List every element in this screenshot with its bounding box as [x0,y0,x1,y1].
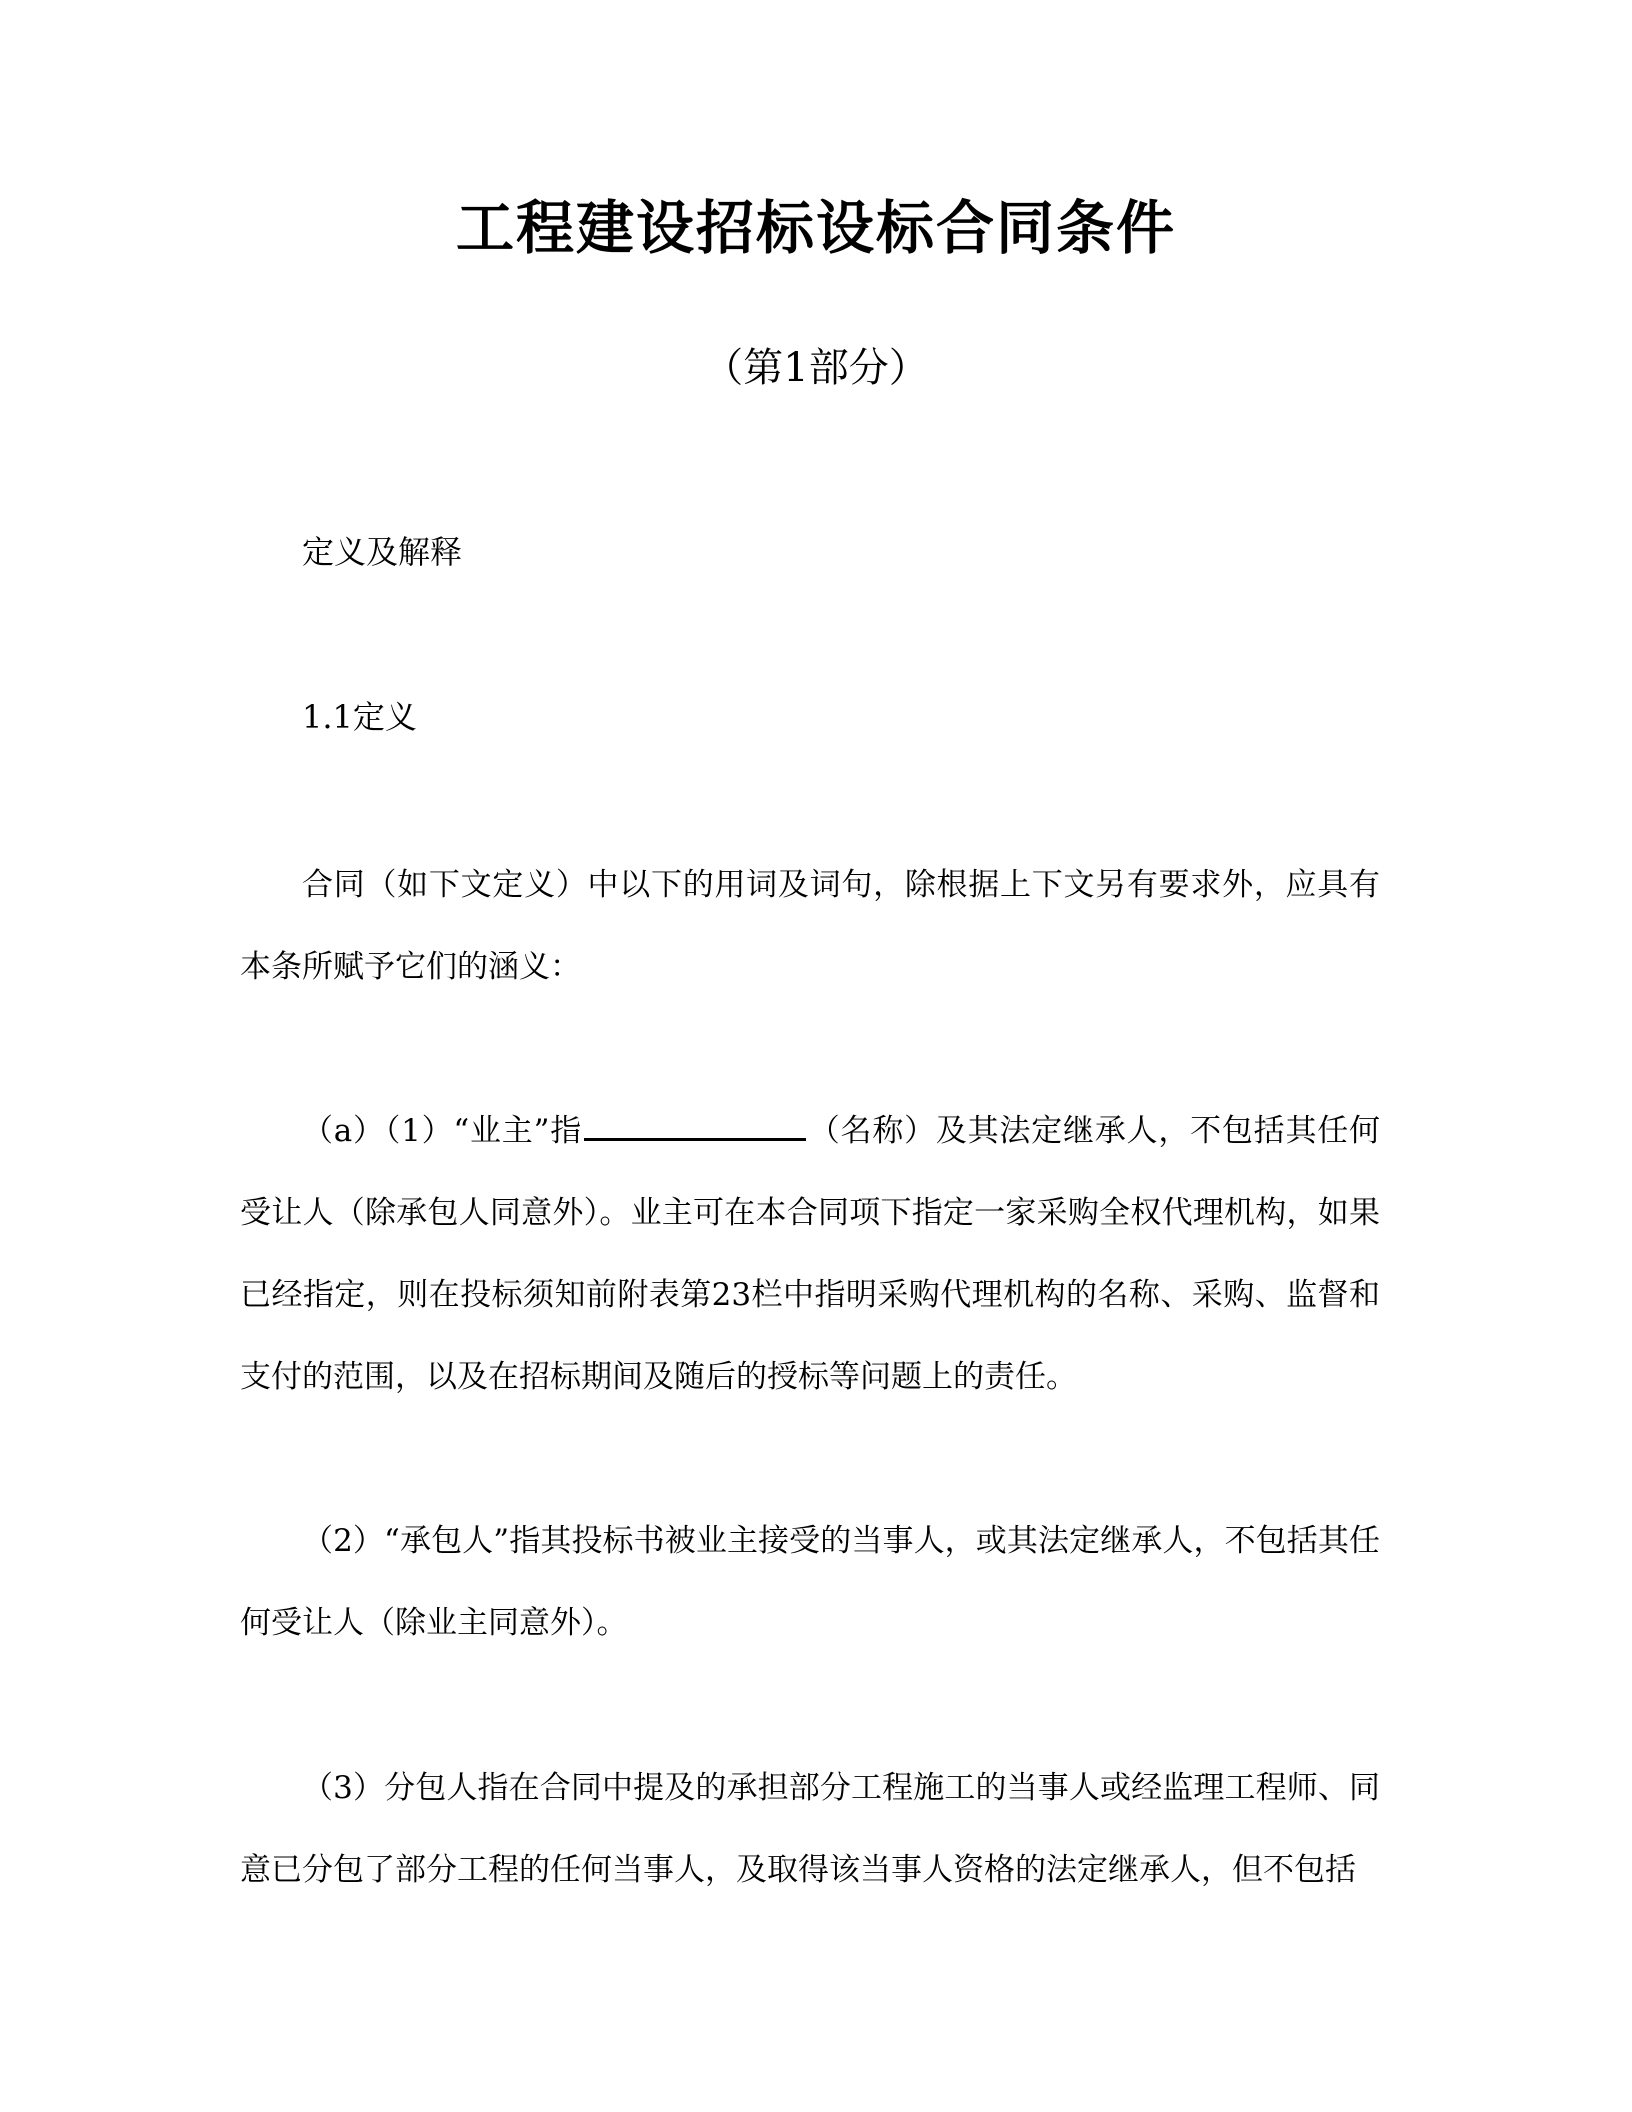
document-subtitle: （第1部分） [703,345,929,391]
section-heading: 定义及解释 [302,533,463,571]
definition-contractor-paragraph: （2）“承包人”指其投标书被业主接受的当事人，或其法定继承人，不包括其任何受让人（除业主同意外）。 [240,1523,1380,1641]
owner-name-blank-line [584,1108,806,1141]
definition-subcontractor-paragraph: （3）分包人指在合同中提及的承担部分工程施工的当事人或经监理工程师、同意已分包了部分工程的任何当事人，及取得该当事人资格的法定继承人，但不包括 [240,1770,1380,1888]
document-title: 工程建设招标设标合同条件 [455,194,1176,262]
owner-definition-rest: （名称）及其法定继承人，不包括其任何受让人（除承包人同意外）。业主可在本合同项下指定一家采购全权代理机构，如果已经指定，则在投标须知前附表第23栏中指明采购代理机构的名称、采购、监督和支付的范围，以及在招标期间及随后的授标等问题上的责任。 [240,1113,1381,1395]
definition-owner-paragraph [240,1090,1380,1418]
subsection-heading: 1.1定义 [302,698,417,736]
intro-paragraph: 合同（如下文定义）中以下的用词及词句，除根据上下文另有要求外，应具有本条所赋予它们的涵义： [240,867,1380,985]
owner-definition-lead: （a）（1）“业主”指 [302,1113,582,1149]
